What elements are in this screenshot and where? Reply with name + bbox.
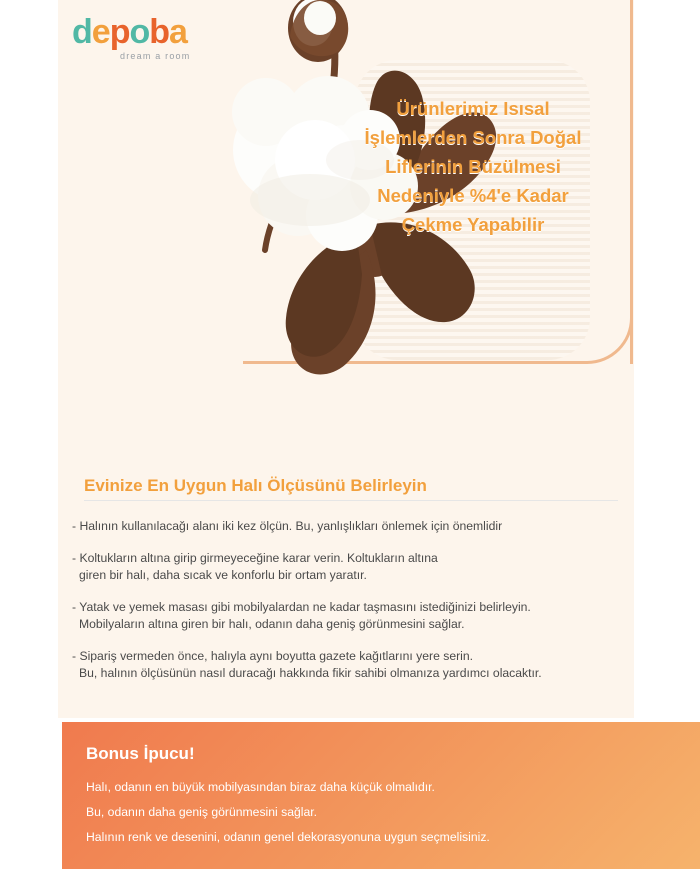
tip-line-2: giren bir halı, daha sıcak ve konforlu bir ortam yaratır. — [79, 568, 367, 582]
bonus-line-1: Halı, odanın en büyük mobilyasından biraz daha küçük olmalıdır. — [86, 780, 435, 794]
logo-letter-a: a — [169, 13, 187, 51]
list-item — [72, 550, 632, 584]
list-item — [72, 518, 632, 535]
bonus-line-3: Halının renk ve desenini, odanın genel dekorasyonuna uygun seçmelisiniz. — [86, 830, 490, 844]
list-item — [72, 599, 632, 633]
hero-right-margin — [634, 0, 700, 718]
logo-letter-e: e — [91, 13, 110, 51]
tip-line-2: Mobilyaların altına giren bir halı, odanın daha geniş görünmesini sağlar. — [79, 617, 465, 631]
tips-list — [72, 518, 632, 697]
logo-letter-o: o — [129, 13, 150, 51]
bonus-section — [62, 722, 700, 869]
tip-line-1: - Halının kullanılacağı alanı iki kez ölçün. Bu, yanlışlıkları önlemek için önemlidir — [72, 519, 503, 533]
brand-wordmark — [72, 14, 272, 50]
bonus-line-2: Bu, odanın daha geniş görünmesini sağlar. — [86, 805, 318, 819]
logo-letter-d: d — [72, 13, 92, 51]
hero-headline: Ürünlerimiz Isısal İşlemlerden Sonra Doğal Liflerinin Büzülmesi Nedeniyle %4'e Kadar Çekme Yapabilir — [364, 98, 582, 235]
tips-divider — [84, 500, 618, 501]
list-item — [72, 648, 632, 682]
tip-line-1: - Sipariş vermeden önce, halıyla aynı boyutta gazete kağıtlarını yere serin. — [72, 649, 474, 663]
bonus-title: Bonus İpucu! — [86, 744, 195, 763]
brand-logo[interactable] — [72, 14, 272, 61]
tip-line-2: Bu, halının ölçüsünün nasıl duracağı hakkında fikir sahibi olmanıza yardımcı olacaktır. — [79, 666, 542, 680]
tip-line-1: - Yatak ve yemek masası gibi mobilyalardan ne kadar taşmasını istediğinizi belirleyin. — [72, 600, 531, 614]
hero-left-margin — [0, 0, 58, 718]
tip-line-1: - Koltukların altına girip girmeyeceğine karar verin. Koltukların altına — [72, 551, 438, 565]
logo-letter-b: b — [149, 13, 170, 51]
brand-tagline: dream a room — [120, 51, 191, 61]
tips-title: Evinize En Uygun Halı Ölçüsünü Belirleyin — [84, 476, 427, 495]
logo-letter-p: p — [109, 13, 130, 51]
